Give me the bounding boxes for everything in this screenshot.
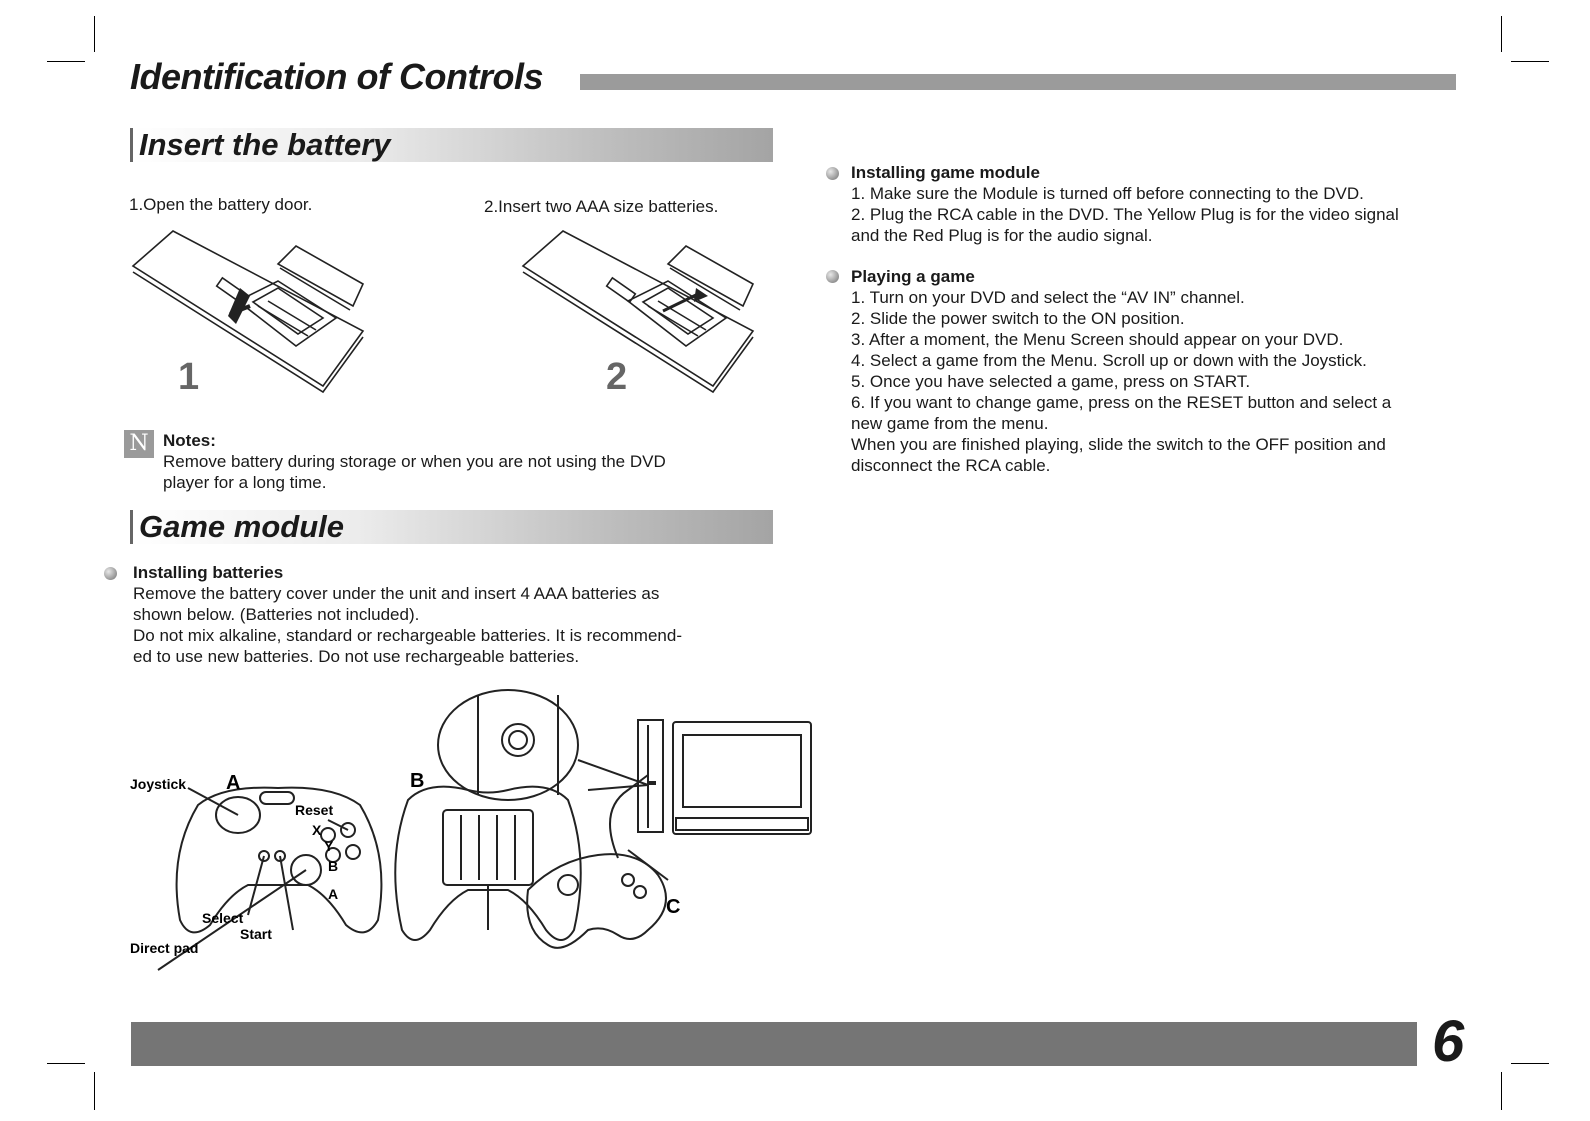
battery-step-1: 1.Open the battery door.: [129, 195, 313, 214]
installing-batteries-line: Do not mix alkaline, standard or rechargeable batteries. It is recommend-: [133, 626, 682, 645]
playing-line: disconnect the RCA cable.: [851, 456, 1051, 475]
game-module-illustration: [128, 680, 828, 980]
installing-batteries-line: Remove the battery cover under the unit and insert 4 AAA batteries as: [133, 584, 660, 603]
label-b-letter: B: [410, 770, 425, 792]
playing-line: 1. Turn on your DVD and select the “AV IN” channel.: [851, 288, 1245, 307]
crop-mark: [94, 1072, 95, 1110]
playing-line: 5. Once you have selected a game, press on START.: [851, 372, 1251, 391]
installing-module-line: 2. Plug the RCA cable in the DVD. The Yellow Plug is for the video signal: [851, 205, 1399, 224]
installing-batteries-text: [133, 583, 682, 667]
playing-text: [851, 287, 1391, 476]
page-title: Identification of Controls: [130, 56, 543, 97]
crop-mark: [1501, 1072, 1502, 1110]
label-select: Select: [202, 910, 244, 926]
battery-section-title: Insert the battery: [139, 127, 391, 162]
playing-line: new game from the menu.: [851, 414, 1049, 433]
installing-batteries-line: ed to use new batteries. Do not use rechargeable batteries.: [133, 647, 580, 666]
playing-line: 4. Select a game from the Menu. Scroll up or down with the Joystick.: [851, 351, 1367, 370]
playing-line: 6. If you want to change game, press on the RESET button and select a: [851, 393, 1392, 412]
label-x: X: [312, 822, 322, 838]
label-c-letter: C: [666, 896, 681, 918]
crop-mark: [47, 61, 85, 62]
battery-step-2: 2.Insert two AAA size batteries.: [484, 197, 719, 216]
battery-section-heading: [130, 128, 773, 162]
remote-insert-batteries-illustration: [518, 226, 768, 401]
label-reset: Reset: [295, 802, 334, 818]
bullet-icon: [826, 167, 839, 180]
crop-mark: [94, 16, 95, 52]
notes-line: Remove battery during storage or when you are not using the DVD: [163, 452, 666, 471]
installing-module-line: 1. Make sure the Module is turned off before connecting to the DVD.: [851, 184, 1364, 203]
label-y: Y: [324, 838, 334, 854]
label-a: A: [328, 886, 339, 902]
label-joystick: Joystick: [130, 776, 187, 792]
crop-mark: [47, 1063, 85, 1064]
installing-module-line: and the Red Plug is for the audio signal.: [851, 226, 1153, 245]
bullet-icon: [826, 270, 839, 283]
title-rule: [580, 74, 1456, 90]
crop-mark: [1511, 61, 1549, 62]
label-b: B: [328, 858, 339, 874]
playing-title: Playing a game: [851, 267, 975, 286]
figure-number-2: 2: [606, 356, 628, 398]
game-section-heading: [130, 510, 773, 544]
notes-icon: N: [124, 430, 154, 458]
installing-batteries-title: Installing batteries: [133, 563, 284, 582]
label-a-letter: A: [226, 772, 241, 794]
playing-line: 3. After a moment, the Menu Screen should appear on your DVD.: [851, 330, 1344, 349]
page-number: 6: [1432, 1009, 1465, 1074]
playing-line: When you are finished playing, slide the switch to the OFF position and: [851, 435, 1386, 454]
label-direct-pad: Direct pad: [130, 940, 199, 956]
crop-mark: [1511, 1063, 1549, 1064]
installing-module-text: [851, 183, 1399, 246]
footer-bar: [131, 1022, 1417, 1066]
game-section-title: Game module: [139, 509, 344, 544]
installing-batteries-line: shown below. (Batteries not included).: [133, 605, 420, 624]
remote-open-door-illustration: [128, 226, 378, 401]
bullet-icon: [104, 567, 117, 580]
playing-line: 2. Slide the power switch to the ON position.: [851, 309, 1185, 328]
label-start: Start: [240, 926, 272, 942]
notes-text: [163, 451, 666, 493]
installing-module-title: Installing game module: [851, 163, 1040, 182]
notes-label: Notes:: [163, 431, 216, 450]
notes-line: player for a long time.: [163, 473, 327, 492]
crop-mark: [1501, 16, 1502, 52]
figure-number-1: 1: [178, 356, 200, 398]
